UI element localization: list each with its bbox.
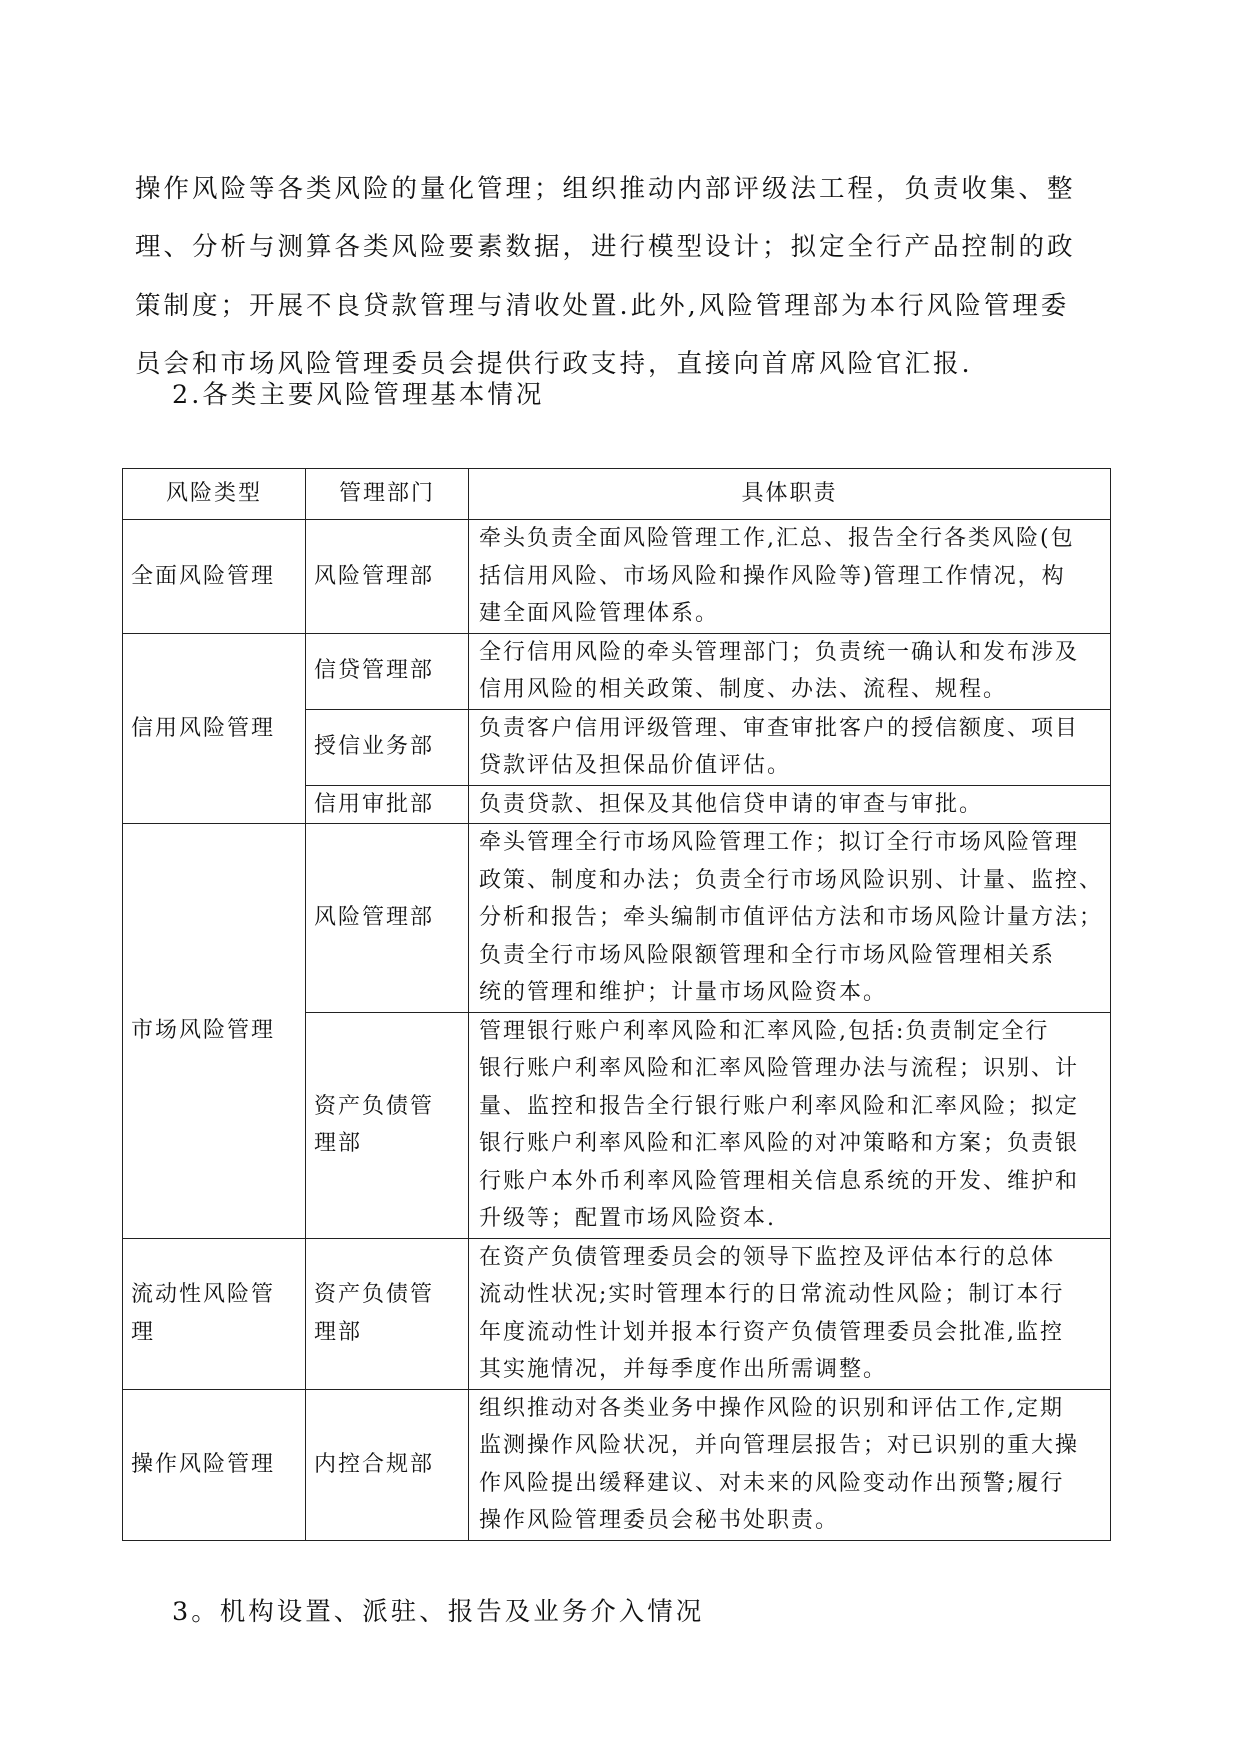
- duty-cell: [469, 824, 1111, 1013]
- duty-line: 银行账户利率风险和汇率风险管理办法与流程；识别、计: [479, 1056, 1080, 1081]
- department-text: 理部: [314, 1131, 363, 1156]
- risk-type-cell: [123, 520, 306, 634]
- duty-line: 牵头管理全行市场风险管理工作；拟订全行市场风险管理: [479, 830, 1080, 855]
- risk-management-table: [122, 468, 1111, 1541]
- duty-line: 组织推动对各类业务中操作风险的识别和评估工作,定期: [479, 1395, 1064, 1421]
- duty-line: 监测操作风险状况，并向管理层报告；对已识别的重大操: [479, 1433, 1080, 1458]
- department-text: 风险管理部: [314, 905, 435, 930]
- section-2-heading: 2.各类主要风险管理基本情况: [172, 380, 545, 410]
- duty-line: 在资产负债管理委员会的领导下监控及评估本行的总体: [479, 1244, 1056, 1270]
- risk-type-text: 流动性风险管: [131, 1282, 276, 1307]
- duty-line: 升级等；配置市场风险资本.: [479, 1206, 776, 1231]
- department-text: 信贷管理部: [314, 658, 435, 684]
- duty-line: 行账户本外币利率风险管理相关信息系统的开发、维护和: [479, 1168, 1080, 1194]
- department-text: 内控合规部: [314, 1451, 435, 1477]
- risk-type-text: 全面风险管理: [131, 563, 276, 589]
- risk-type-cell: [123, 824, 306, 1239]
- duty-line: 分析和报告；牵头编制市值评估方法和市场风险计量方法；: [479, 905, 1104, 930]
- department-text: 资产负债管: [314, 1282, 435, 1307]
- duty-line: 负责全行市场风险限额管理和全行市场风险管理相关系: [479, 942, 1056, 968]
- duty-line: 负责客户信用评级管理、审查审批客户的授信额度、项目: [479, 715, 1080, 741]
- section-3-heading: 3。机构设置、派驻、报告及业务介入情况: [172, 1597, 705, 1627]
- department-text: 信用审批部: [314, 791, 435, 817]
- department-cell: [306, 520, 469, 634]
- department-cell: [306, 785, 469, 824]
- department-cell: [306, 824, 469, 1013]
- duty-cell: [469, 1012, 1111, 1238]
- column-header-department: 管理部门: [306, 469, 469, 520]
- duty-line: 负责贷款、担保及其他信贷申请的审查与审批。: [479, 791, 984, 817]
- duty-line: 括信用风险、市场风险和操作风险等)管理工作情况，构: [479, 563, 1066, 589]
- duty-line: 操作风险管理委员会秘书处职责。: [479, 1508, 840, 1533]
- risk-type-text: 市场风险管理: [131, 1018, 276, 1043]
- duty-line: 信用风险的相关政策、制度、办法、流程、规程。: [479, 677, 1008, 702]
- duty-line: 建全面风险管理体系。: [479, 601, 720, 626]
- table-row: [123, 824, 1111, 1013]
- table-row: [123, 633, 1111, 709]
- risk-type-text: 理: [131, 1319, 156, 1345]
- duty-line: 流动性状况;实时管理本行的日常流动性风险；制订本行: [479, 1282, 1065, 1307]
- duty-line: 作风险提出缓释建议、对未来的风险变动作出预警;履行: [479, 1470, 1065, 1496]
- table-row: [123, 1389, 1111, 1540]
- duty-cell: [469, 709, 1111, 785]
- table-row: [123, 520, 1111, 634]
- duty-cell: [469, 1389, 1111, 1540]
- duty-cell: [469, 785, 1111, 824]
- duty-line: 银行账户利率风险和汇率风险的对冲策略和方案；负责银: [479, 1131, 1080, 1156]
- department-text: 理部: [314, 1319, 363, 1345]
- risk-type-cell: [123, 633, 306, 824]
- duty-line: 全行信用风险的牵头管理部门；负责统一确认和发布涉及: [479, 639, 1080, 665]
- risk-type-text: 操作风险管理: [131, 1451, 276, 1477]
- risk-type-text: 信用风险管理: [131, 715, 276, 741]
- duty-line: 量、监控和报告全行银行账户利率风险和汇率风险；拟定: [479, 1093, 1080, 1119]
- department-cell: [306, 709, 469, 785]
- table-header-row: [123, 469, 1111, 520]
- intro-paragraph: [135, 160, 1095, 394]
- department-text: 风险管理部: [314, 563, 435, 589]
- duty-line: 管理银行账户利率风险和汇率风险,包括:负责制定全行: [479, 1018, 1050, 1044]
- department-text: 资产负债管: [314, 1093, 435, 1119]
- duty-line: 其实施情况，并每季度作出所需调整。: [479, 1357, 888, 1382]
- duty-cell: [469, 520, 1111, 634]
- column-header-duties: 具体职责: [469, 469, 1111, 520]
- duty-line: 政策、制度和办法；负责全行市场风险识别、计量、监控、: [479, 867, 1104, 893]
- department-cell: [306, 633, 469, 709]
- table-row: [123, 1238, 1111, 1389]
- column-header-risk-type: 风险类型: [123, 469, 306, 520]
- department-cell: [306, 1238, 469, 1389]
- duty-line: 年度流动性计划并报本行资产负债管理委员会批准,监控: [479, 1319, 1064, 1345]
- risk-type-cell: [123, 1238, 306, 1389]
- department-text: 授信业务部: [314, 734, 435, 760]
- duty-cell: [469, 633, 1111, 709]
- intro-line: 策制度；开展不良贷款管理与清收处置.此外,风险管理部为本行风险管理委: [135, 290, 1070, 321]
- duty-line: 贷款评估及担保品价值评估。: [479, 753, 792, 778]
- intro-line: 理、分析与测算各类风险要素数据，进行模型设计；拟定全行产品控制的政: [135, 232, 1076, 263]
- intro-line: 操作风险等各类风险的量化管理；组织推动内部评级法工程，负责收集、整: [135, 174, 1076, 204]
- duty-line: 牵头负责全面风险管理工作,汇总、报告全行各类风险(包: [479, 526, 1075, 551]
- duty-cell: [469, 1238, 1111, 1389]
- risk-type-cell: [123, 1389, 306, 1540]
- department-cell: [306, 1389, 469, 1540]
- intro-line: 员会和市场风险管理委员会提供行政支持，直接向首席风险官汇报.: [135, 349, 973, 380]
- duty-line: 统的管理和维护；计量市场风险资本。: [479, 980, 888, 1005]
- department-cell: [306, 1012, 469, 1238]
